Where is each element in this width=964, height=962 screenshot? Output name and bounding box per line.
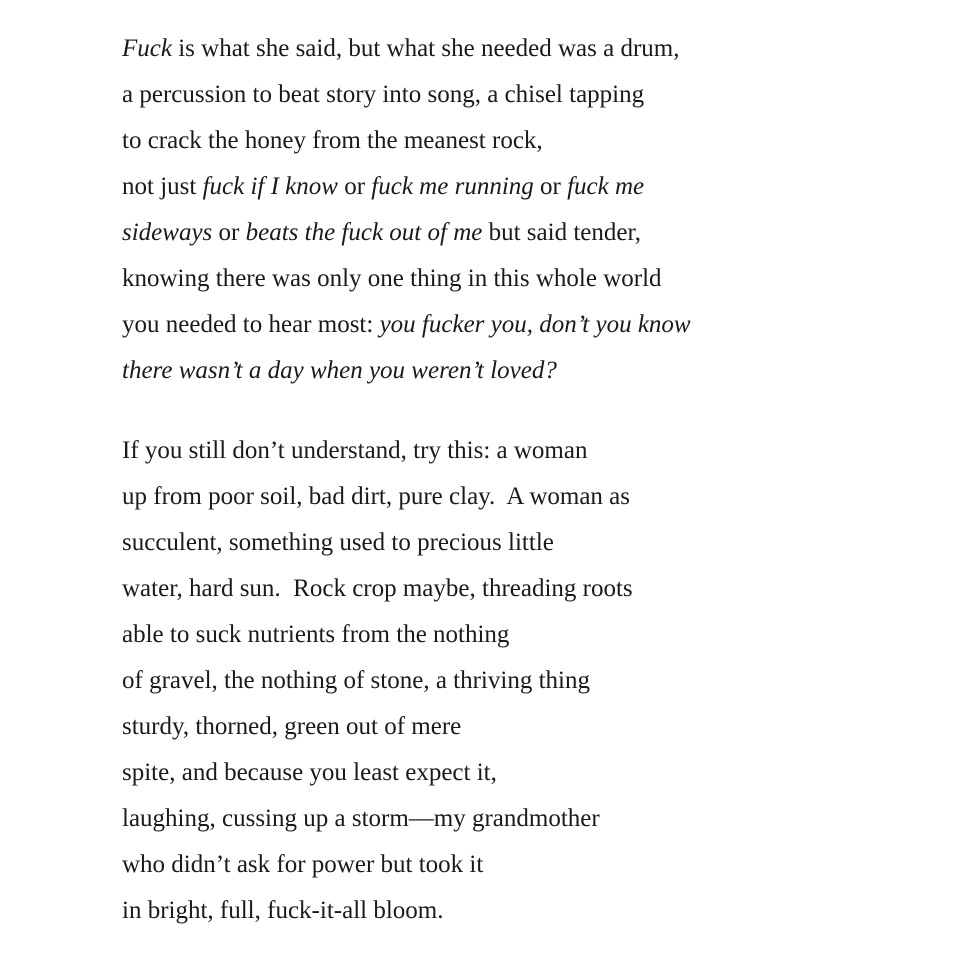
poem-line (122, 26, 842, 72)
poem-line (122, 256, 842, 302)
italic-text-segment: Fuck (122, 35, 172, 62)
poem-line (122, 612, 842, 658)
italic-text-segment: beats the fuck out of me (245, 219, 483, 246)
text-segment: If you still don’t understand, try this: a woman (122, 437, 588, 464)
text-segment: laughing, cussing up a storm—my grandmother (122, 805, 600, 832)
poem-body (122, 26, 842, 934)
text-segment: able to suck nutrients from the nothing (122, 621, 510, 648)
poem-line (122, 888, 842, 934)
text-segment: or (337, 173, 372, 200)
text-segment: up from poor soil, bad dirt, pure clay. A woman as (122, 483, 631, 510)
italic-text-segment: sideways (122, 219, 213, 246)
poem-line (122, 348, 842, 394)
poem-line (122, 750, 842, 796)
poem-line (122, 428, 842, 474)
text-segment: or (533, 173, 568, 200)
text-segment: spite, and because you least expect it, (122, 759, 497, 786)
poem-stanza (122, 428, 842, 934)
text-segment: of gravel, the nothing of stone, a thriving thing (122, 667, 590, 694)
poem-line (122, 72, 842, 118)
poem-line (122, 658, 842, 704)
poem-line (122, 118, 842, 164)
poem-line (122, 520, 842, 566)
poem-stanza (122, 26, 842, 394)
poem-line (122, 704, 842, 750)
italic-text-segment: fuck me (567, 173, 645, 200)
text-segment: a percussion to beat story into song, a chisel tapping (122, 81, 645, 108)
italic-text-segment: there wasn’t a day when you weren’t loved? (122, 357, 557, 384)
text-segment: to crack the honey from the meanest rock, (122, 127, 543, 154)
poem-line (122, 474, 842, 520)
text-segment: knowing there was only one thing in this whole world (122, 265, 662, 292)
text-segment: water, hard sun. Rock crop maybe, threading roots (122, 575, 633, 602)
text-segment: in bright, full, fuck-it-all bloom. (122, 897, 444, 924)
text-segment: sturdy, thorned, green out of mere (122, 713, 462, 740)
text-segment: is what she said, but what she needed was a drum, (171, 35, 680, 62)
italic-text-segment: fuck if I know (202, 173, 338, 200)
text-segment: or (212, 219, 246, 246)
text-segment: who didn’t ask for power but took it (122, 851, 484, 878)
text-segment: you needed to hear most: (122, 311, 380, 338)
italic-text-segment: you fucker you, don’t you know (379, 311, 691, 338)
poem-line (122, 210, 842, 256)
poem-line (122, 796, 842, 842)
poem-line (122, 842, 842, 888)
text-segment: not just (122, 173, 203, 200)
poem-line (122, 164, 842, 210)
italic-text-segment: fuck me running (371, 173, 534, 200)
poem-line (122, 302, 842, 348)
text-segment: but said tender, (482, 219, 642, 246)
text-segment: succulent, something used to precious little (122, 529, 554, 556)
poem-line (122, 566, 842, 612)
